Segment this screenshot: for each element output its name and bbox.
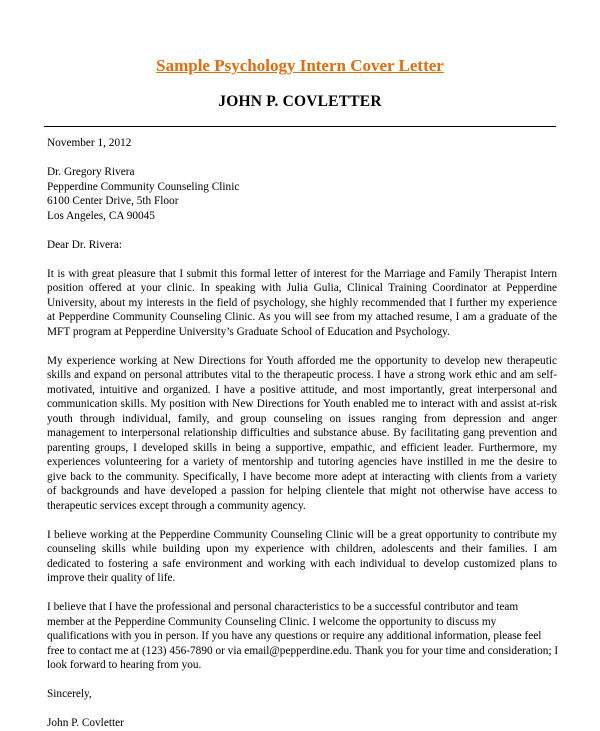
paragraph-4 [47,600,557,673]
paragraph-line: of backgrounds and have developed a passion for helping clientele that might not otherwise have access to [47,485,557,497]
paragraph-line: position offered at your clinic. In speaking with Julia Gulia, Clinical Training Coordinator at Pepperdine [47,282,557,294]
paragraph-line: skills and expand on personal attributes vital to the therapeutic process. I have a strong work ethic and am self- [47,369,557,381]
letter-body [47,136,557,731]
paragraph-line: management to interpersonal relationship difficulties and substance abuse. By facilitating gang prevention and [47,427,557,439]
paragraph-line: improve their quality of life. [47,572,176,584]
paragraph-line: give back to the community. Specifically, I have become more adept at interacting with clients from a variety [47,470,557,483]
paragraph-line: I believe that I have the professional and personal characteristics to be a successful contributor and team [47,601,519,613]
signature-name: John P. Covletter [47,717,124,729]
paragraph-line: parenting groups, I developed skills in being a supportive, empathic, and efficient leader. Furthermore, my [47,441,557,454]
paragraph-line: MFT program at Pepperdine University’s Graduate School of Education and Psychology. [47,325,450,338]
paragraph-3 [47,528,557,586]
recipient-line: Los Angeles, CA 90045 [47,209,155,222]
paragraph-line: look forward to hearing from you. [47,659,202,671]
paragraph-line: motivated, intuitive and organized. I have a positive attitude, and most importantly, great interpersonal and [47,383,557,396]
recipient-line: 6100 Center Drive, 5th Floor [47,195,179,207]
author-name: JOHN P. COVLETTER [218,93,382,110]
paragraph-line: experiences volunteering for a variety of mentorship and tutoring agencies have instilled in me the desire to [47,456,557,468]
paragraph-line: University, about my interests in the field of psychology, she highly recommended that I further my experience [47,296,557,309]
paragraph-line: therapeutic services except through a community agency. [47,499,306,512]
paragraph-line: My experience working at New Directions for Youth afforded me the opportunity to develop new therapeutic [47,354,557,367]
header-divider [44,126,556,127]
paragraph-2 [47,354,557,514]
letter-date: November 1, 2012 [47,137,132,149]
recipient-line: Dr. Gregory Rivera [47,166,135,178]
paragraph-line: member at the Pepperdine Community Counseling Clinic. I welcome the opportunity to discuss my [47,615,497,628]
paragraph-line: It is with great pleasure that I submit this formal letter of interest for the Marriage and Family Therapist Intern [47,267,557,280]
paragraph-line: I believe working at the Pepperdine Community Counseling Clinic will be a great opportunity to contribute my [47,528,557,541]
spacer [47,586,557,601]
paragraph-line: free to contact me at (123) 456-7890 or via email@pepperdine.edu. Thank you for your time and consideration; I [47,644,559,657]
spacer [47,513,557,528]
document-title: Sample Psychology Intern Cover Letter [156,56,444,75]
closing: Sincerely, [47,688,92,700]
spacer [47,702,557,717]
paragraph-line: qualifications with you in person. If you have any questions or require any additional information, please feel [47,630,542,642]
paragraph-1 [47,267,557,340]
salutation: Dear Dr. Rivera: [47,238,122,251]
paragraph-line: at Pepperdine Community Counseling Clinic. As you will see from my attached resume, I am a graduate of the [47,311,557,323]
paragraph-line: dedicated to fostering a safe environment and working with each individual to develop customized plans to [47,557,557,570]
spacer [47,252,557,267]
paragraph-line: counseling skills while building upon my experience with children, adolescents and their families. I am [47,543,557,555]
spacer [47,673,557,688]
recipient-address [47,165,557,223]
spacer [47,151,557,166]
paragraph-line: communication skills. My position with New Directions for Youth enabled me to interact with and assist at-risk [47,398,557,410]
spacer [47,223,557,238]
recipient-line: Pepperdine Community Counseling Clinic [47,180,240,193]
paragraph-line: youth through individual, family, and group counseling on issues ranging from depression and anger [47,412,557,425]
spacer [47,339,557,354]
